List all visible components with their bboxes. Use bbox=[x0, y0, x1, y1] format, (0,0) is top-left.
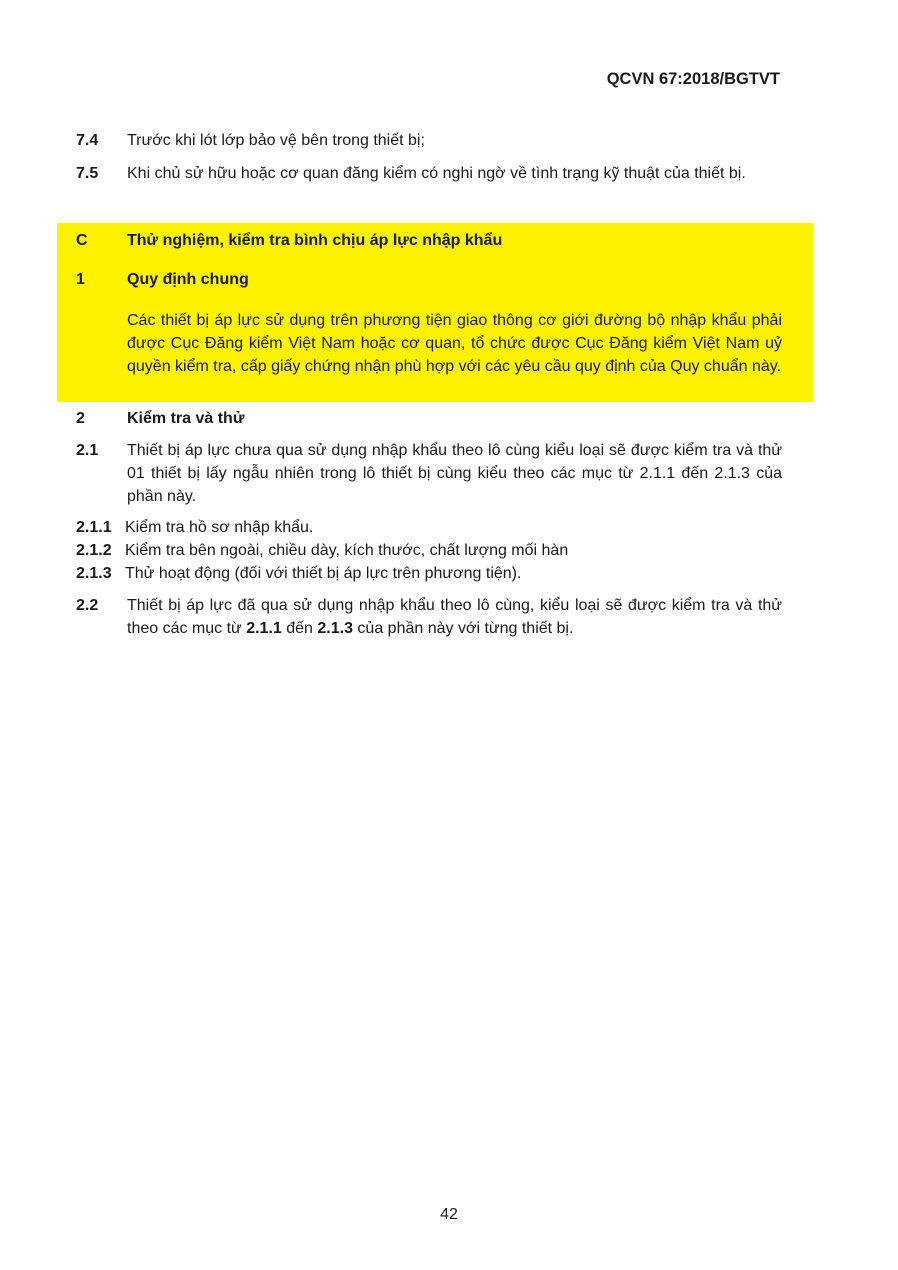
item-number: 7.4 bbox=[76, 132, 99, 149]
item-2-1-1 bbox=[76, 516, 782, 539]
item-2-1-2 bbox=[76, 539, 782, 562]
reference-start: 2.1.1 bbox=[246, 620, 282, 637]
item-number: 2.2 bbox=[76, 597, 99, 614]
subsection-1-body bbox=[76, 309, 782, 378]
paragraph: Các thiết bị áp lực sử dụng trên phương tiện giao thông cơ giới đường bộ nhập khẩu phải được Cục Đăng kiểm Việt Nam hoặc cơ quan, tổ chức được Cục Đăng kiểm Việt Nam uỷ quyền kiểm tra, cấp giấy chứng nhận phù hợp với các yêu cầu quy định của Quy chuẩn này. bbox=[127, 312, 782, 375]
document-code: QCVN 67:2018/BGTVT bbox=[606, 70, 780, 88]
section-letter: C bbox=[76, 232, 88, 249]
item-text: Kiểm tra hồ sơ nhập khẩu. bbox=[125, 519, 314, 536]
text-segment: đến bbox=[281, 620, 318, 637]
reference-end: 2.1.3 bbox=[317, 620, 353, 637]
item-number: 2.1 bbox=[76, 442, 99, 459]
item-text: Khi chủ sử hữu hoặc cơ quan đăng kiểm có nghi ngờ về tình trạng kỹ thuật của thiết bị. bbox=[127, 165, 746, 182]
item-2-1-3 bbox=[76, 562, 782, 585]
item-text: Thử hoạt động (đối với thiết bị áp lực trên phương tiện). bbox=[125, 565, 522, 582]
section-number: 1 bbox=[76, 271, 85, 288]
text-segment: của phần này với từng thiết bị. bbox=[352, 620, 574, 637]
subsection-1-heading bbox=[76, 268, 782, 291]
item-text: Kiểm tra bên ngoài, chiều dày, kích thước, chất lượng mối hàn bbox=[125, 542, 569, 559]
section-title: Kiểm tra và thử bbox=[127, 410, 245, 427]
section-title: Quy định chung bbox=[127, 271, 249, 288]
item-number: 2.1.2 bbox=[76, 542, 112, 559]
subsection-2-heading bbox=[76, 407, 782, 430]
item-7-4 bbox=[76, 129, 782, 152]
section-number: 2 bbox=[76, 410, 85, 427]
section-c-heading bbox=[76, 229, 782, 252]
item-number: 2.1.1 bbox=[76, 519, 112, 536]
text-segment: Thiết bị áp lực đã qua sử dụng nhập khẩu theo lô cùng, kiểu loại sẽ được kiểm tra và thử theo các mục từ bbox=[127, 597, 782, 637]
section-title: Thử nghiệm, kiểm tra bình chịu áp lực nhập khẩu bbox=[127, 232, 503, 249]
item-number: 7.5 bbox=[76, 165, 99, 182]
page-number: 42 bbox=[440, 1206, 458, 1223]
item-number: 2.1.3 bbox=[76, 565, 112, 582]
item-text bbox=[127, 594, 782, 640]
item-2-2 bbox=[76, 594, 782, 640]
item-text: Thiết bị áp lực chưa qua sử dụng nhập khẩu theo lô cùng kiểu loại sẽ được kiểm tra và thử 01 thiết bị lấy ngẫu nhiên trong lô thiết bị cùng kiểu theo các mục từ 2.1.1 đến 2.1.3 của phần này. bbox=[127, 442, 782, 505]
item-7-5 bbox=[76, 162, 782, 185]
item-text: Trước khi lót lớp bảo vệ bên trong thiết bị; bbox=[127, 132, 425, 149]
item-2-1 bbox=[76, 439, 782, 508]
